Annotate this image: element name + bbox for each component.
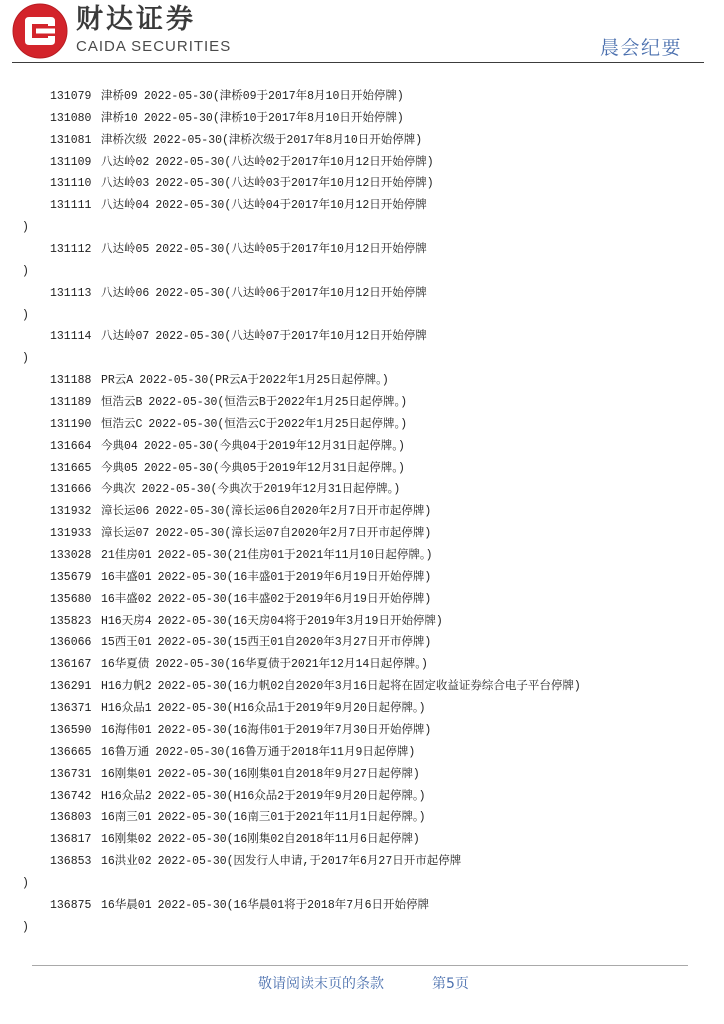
bond-name: 16鲁万通 (101, 745, 150, 759)
list-date: 2022-05-30 (157, 789, 227, 803)
suspension-note: (八达岭05于2017年10月12日开始停牌 (224, 243, 427, 257)
list-item (0, 479, 724, 501)
wrapped-closing-paren: ) (22, 264, 29, 278)
list-date: 2022-05-30 (157, 614, 227, 628)
list-item (0, 458, 724, 480)
list-date: 2022-05-30 (143, 90, 213, 103)
bond-name: 16海伟01 (101, 723, 152, 737)
bond-name: 16华晨01 (101, 898, 152, 912)
bond-name: 今典04 (101, 439, 138, 453)
list-item (0, 720, 724, 742)
bond-name: 八达岭02 (101, 155, 150, 169)
suspension-list (0, 86, 724, 939)
bond-code: 131932 (50, 505, 92, 519)
list-item (0, 195, 724, 217)
list-date: 2022-05-30 (157, 767, 227, 781)
list-date: 2022-05-30 (155, 199, 225, 213)
suspension-note: (16刚集02自2018年11月6日起停牌) (226, 833, 420, 847)
suspension-note: (八达岭02于2017年10月12日开始停牌) (224, 155, 434, 169)
bond-name: 八达岭04 (101, 199, 150, 213)
list-date: 2022-05-30 (155, 286, 225, 300)
wrapped-closing-paren: ) (22, 221, 29, 235)
list-item (0, 807, 724, 829)
wrapped-closing-paren: ) (22, 352, 29, 366)
list-item (0, 742, 724, 764)
bond-name: 今典05 (101, 461, 138, 475)
bond-code: 131190 (50, 417, 92, 431)
header-divider (12, 62, 704, 63)
list-item (0, 392, 724, 414)
bond-code: 131113 (50, 286, 92, 300)
bond-name: H16天房4 (101, 614, 152, 628)
wrapped-closing-paren: ) (22, 308, 29, 322)
list-item (0, 173, 724, 195)
suspension-note: (今典04于2019年12月31日起停牌。) (212, 439, 405, 453)
bond-name: 16洪业02 (101, 855, 152, 869)
bond-name: 津桥次级 (101, 133, 147, 147)
suspension-note: (16南三01于2021年11月1日起停牌。) (226, 811, 426, 825)
list-item (0, 501, 724, 523)
list-item (0, 698, 724, 720)
suspension-note: (恒浩云B于2022年1月25日起停牌。) (217, 396, 408, 410)
bond-code: 131188 (50, 374, 92, 388)
list-item (0, 764, 724, 786)
bond-code: 131114 (50, 330, 92, 344)
suspension-note: (八达岭03于2017年10月12日开始停牌) (224, 177, 434, 191)
list-item (0, 786, 724, 808)
report-title: 晨会纪要 (600, 37, 683, 59)
list-date: 2022-05-30 (139, 374, 209, 388)
bond-name: 16华夏债 (101, 658, 150, 672)
list-date: 2022-05-30 (143, 111, 213, 125)
list-date: 2022-05-30 (157, 636, 227, 650)
suspension-note: (16丰盛01于2019年6月19日开始停牌) (226, 570, 432, 584)
list-item (0, 152, 724, 174)
bond-code: 136875 (50, 898, 92, 912)
suspension-note: (21佳房01于2021年11月10日起停牌。) (226, 549, 433, 563)
list-date: 2022-05-30 (155, 658, 225, 672)
footer-divider (32, 965, 688, 966)
list-date: 2022-05-30 (155, 330, 225, 344)
list-item (0, 851, 724, 873)
list-date: 2022-05-30 (155, 155, 225, 169)
suspension-note: (津桥次级于2017年8月10日开始停牌) (222, 133, 423, 147)
bond-name: 八达岭06 (101, 286, 150, 300)
bond-code: 135679 (50, 570, 92, 584)
bond-code: 136291 (50, 680, 92, 694)
bond-name: 16刚集01 (101, 767, 152, 781)
brand-name-en: CAIDA SECURITIES (76, 38, 232, 55)
list-date: 2022-05-30 (155, 527, 225, 541)
suspension-note: (H16众品2于2019年9月20日起停牌。) (226, 789, 426, 803)
bond-name: 八达岭03 (101, 177, 150, 191)
bond-name: H16力帆2 (101, 680, 152, 694)
bond-name: 16南三01 (101, 811, 152, 825)
bond-code: 131111 (50, 199, 92, 213)
list-date: 2022-05-30 (157, 549, 227, 563)
suspension-note: (H16众品1于2019年9月20日起停牌。) (226, 702, 426, 716)
wrapped-closing-paren: ) (22, 876, 29, 890)
bond-code: 136803 (50, 811, 92, 825)
bond-name: 16刚集02 (101, 833, 152, 847)
list-item (0, 239, 724, 261)
list-date: 2022-05-30 (157, 592, 227, 606)
suspension-note: (16天房04将于2019年3月19日开始停牌) (226, 614, 443, 628)
list-date: 2022-05-30 (157, 811, 227, 825)
list-item (0, 370, 724, 392)
bond-name: 16丰盛02 (101, 592, 152, 606)
suspension-note: (16华晨01将于2018年7月6日开始停牌 (226, 898, 430, 912)
page-number: 第5页 (432, 976, 469, 992)
list-date: 2022-05-30 (143, 439, 213, 453)
bond-code: 136590 (50, 723, 92, 737)
suspension-note: (16海伟01于2019年7月30日开始停牌) (226, 723, 432, 737)
suspension-note: (16刚集01自2018年9月27日起停牌) (226, 767, 420, 781)
bond-code: 135823 (50, 614, 92, 628)
brand-name-cn: 财达证券 (76, 4, 196, 35)
suspension-note: (津桥09于2017年8月10日开始停牌) (212, 90, 404, 103)
list-item (0, 86, 724, 108)
suspension-note: (16丰盛02于2019年6月19日开始停牌) (226, 592, 432, 606)
bond-name: 今典次 (101, 483, 136, 497)
bond-code: 136371 (50, 702, 92, 716)
footer-disclaimer: 敬请阅读末页的条款 (258, 976, 384, 992)
wrapped-closing-paren: ) (22, 920, 29, 934)
suspension-note: (16华夏债于2021年12月14日起停牌。) (224, 658, 428, 672)
suspension-note: (八达岭07于2017年10月12日开始停牌 (224, 330, 427, 344)
bond-name: H16众品1 (101, 702, 152, 716)
bond-code: 131664 (50, 439, 92, 453)
bond-name: 津桥09 (101, 90, 138, 103)
suspension-note: (15西王01自2020年3月27日开市停牌) (226, 636, 432, 650)
suspension-note: (今典05于2019年12月31日起停牌。) (212, 461, 405, 475)
list-date: 2022-05-30 (141, 483, 211, 497)
list-date: 2022-05-30 (157, 723, 227, 737)
suspension-note: (今典次于2019年12月31日起停牌。) (210, 483, 401, 497)
suspension-note: (16力帆02自2020年3月16日起将在固定收益证券综合电子平台停牌) (226, 680, 581, 694)
suspension-note: (PR云A于2022年1月25日起停牌。) (208, 374, 389, 388)
bond-name: 21佳房01 (101, 549, 152, 563)
list-item (0, 895, 724, 917)
bond-code: 133028 (50, 549, 92, 563)
bond-code: 131110 (50, 177, 92, 191)
bond-code: 131081 (50, 133, 92, 147)
list-date: 2022-05-30 (155, 505, 225, 519)
bond-name: 八达岭07 (101, 330, 150, 344)
bond-name: 津桥10 (101, 111, 138, 125)
bond-name: PR云A (101, 374, 134, 388)
bond-name: H16众品2 (101, 789, 152, 803)
suspension-note: (八达岭04于2017年10月12日开始停牌 (224, 199, 427, 213)
bond-code: 136066 (50, 636, 92, 650)
list-item (0, 632, 724, 654)
bond-code: 131079 (50, 90, 92, 103)
bond-code: 136167 (50, 658, 92, 672)
list-item (0, 676, 724, 698)
suspension-note: (津桥10于2017年8月10日开始停牌) (212, 111, 404, 125)
suspension-note: (漳长运06自2020年2月7日开市起停牌) (224, 505, 432, 519)
bond-code: 136853 (50, 855, 92, 869)
suspension-note: (八达岭06于2017年10月12日开始停牌 (224, 286, 427, 300)
suspension-note: (漳长运07自2020年2月7日开市起停牌) (224, 527, 432, 541)
bond-code: 135680 (50, 592, 92, 606)
list-item (0, 589, 724, 611)
list-date: 2022-05-30 (155, 243, 225, 257)
bond-code: 131666 (50, 483, 92, 497)
list-item (0, 283, 724, 305)
list-item (0, 326, 724, 348)
list-date: 2022-05-30 (148, 396, 218, 410)
list-item (0, 829, 724, 851)
bond-code: 131080 (50, 111, 92, 125)
list-date: 2022-05-30 (157, 898, 227, 912)
list-date: 2022-05-30 (157, 570, 227, 584)
list-date: 2022-05-30 (155, 745, 225, 759)
bond-code: 136742 (50, 789, 92, 803)
bond-name: 16丰盛01 (101, 570, 152, 584)
bond-code: 131109 (50, 155, 92, 169)
suspension-note: (16鲁万通于2018年11月9日起停牌) (224, 745, 416, 759)
bond-code: 131189 (50, 396, 92, 410)
list-item (0, 436, 724, 458)
bond-code: 131112 (50, 243, 92, 257)
list-item (0, 108, 724, 130)
list-date: 2022-05-30 (153, 133, 223, 147)
list-item (0, 611, 724, 633)
list-item (0, 567, 724, 589)
list-item (0, 545, 724, 567)
list-item (0, 523, 724, 545)
bond-name: 漳长运07 (101, 527, 150, 541)
list-date: 2022-05-30 (155, 177, 225, 191)
suspension-note: (因发行人申请,于2017年6月27日开市起停牌 (226, 855, 462, 869)
bond-code: 136817 (50, 833, 92, 847)
bond-name: 八达岭05 (101, 243, 150, 257)
bond-code: 131933 (50, 527, 92, 541)
list-date: 2022-05-30 (157, 702, 227, 716)
list-date: 2022-05-30 (143, 461, 213, 475)
bond-code: 136731 (50, 767, 92, 781)
list-date: 2022-05-30 (157, 855, 227, 869)
suspension-note: (恒浩云C于2022年1月25日起停牌。) (217, 417, 408, 431)
list-item (0, 414, 724, 436)
list-item (0, 654, 724, 676)
bond-name: 漳长运06 (101, 505, 150, 519)
caida-emblem-icon (12, 3, 68, 59)
list-item (0, 130, 724, 152)
bond-name: 恒浩云B (101, 396, 143, 410)
list-date: 2022-05-30 (157, 833, 227, 847)
bond-name: 恒浩云C (101, 417, 143, 431)
list-date: 2022-05-30 (148, 417, 218, 431)
bond-code: 131665 (50, 461, 92, 475)
bond-code: 136665 (50, 745, 92, 759)
bond-name: 15西王01 (101, 636, 152, 650)
list-date: 2022-05-30 (157, 680, 227, 694)
